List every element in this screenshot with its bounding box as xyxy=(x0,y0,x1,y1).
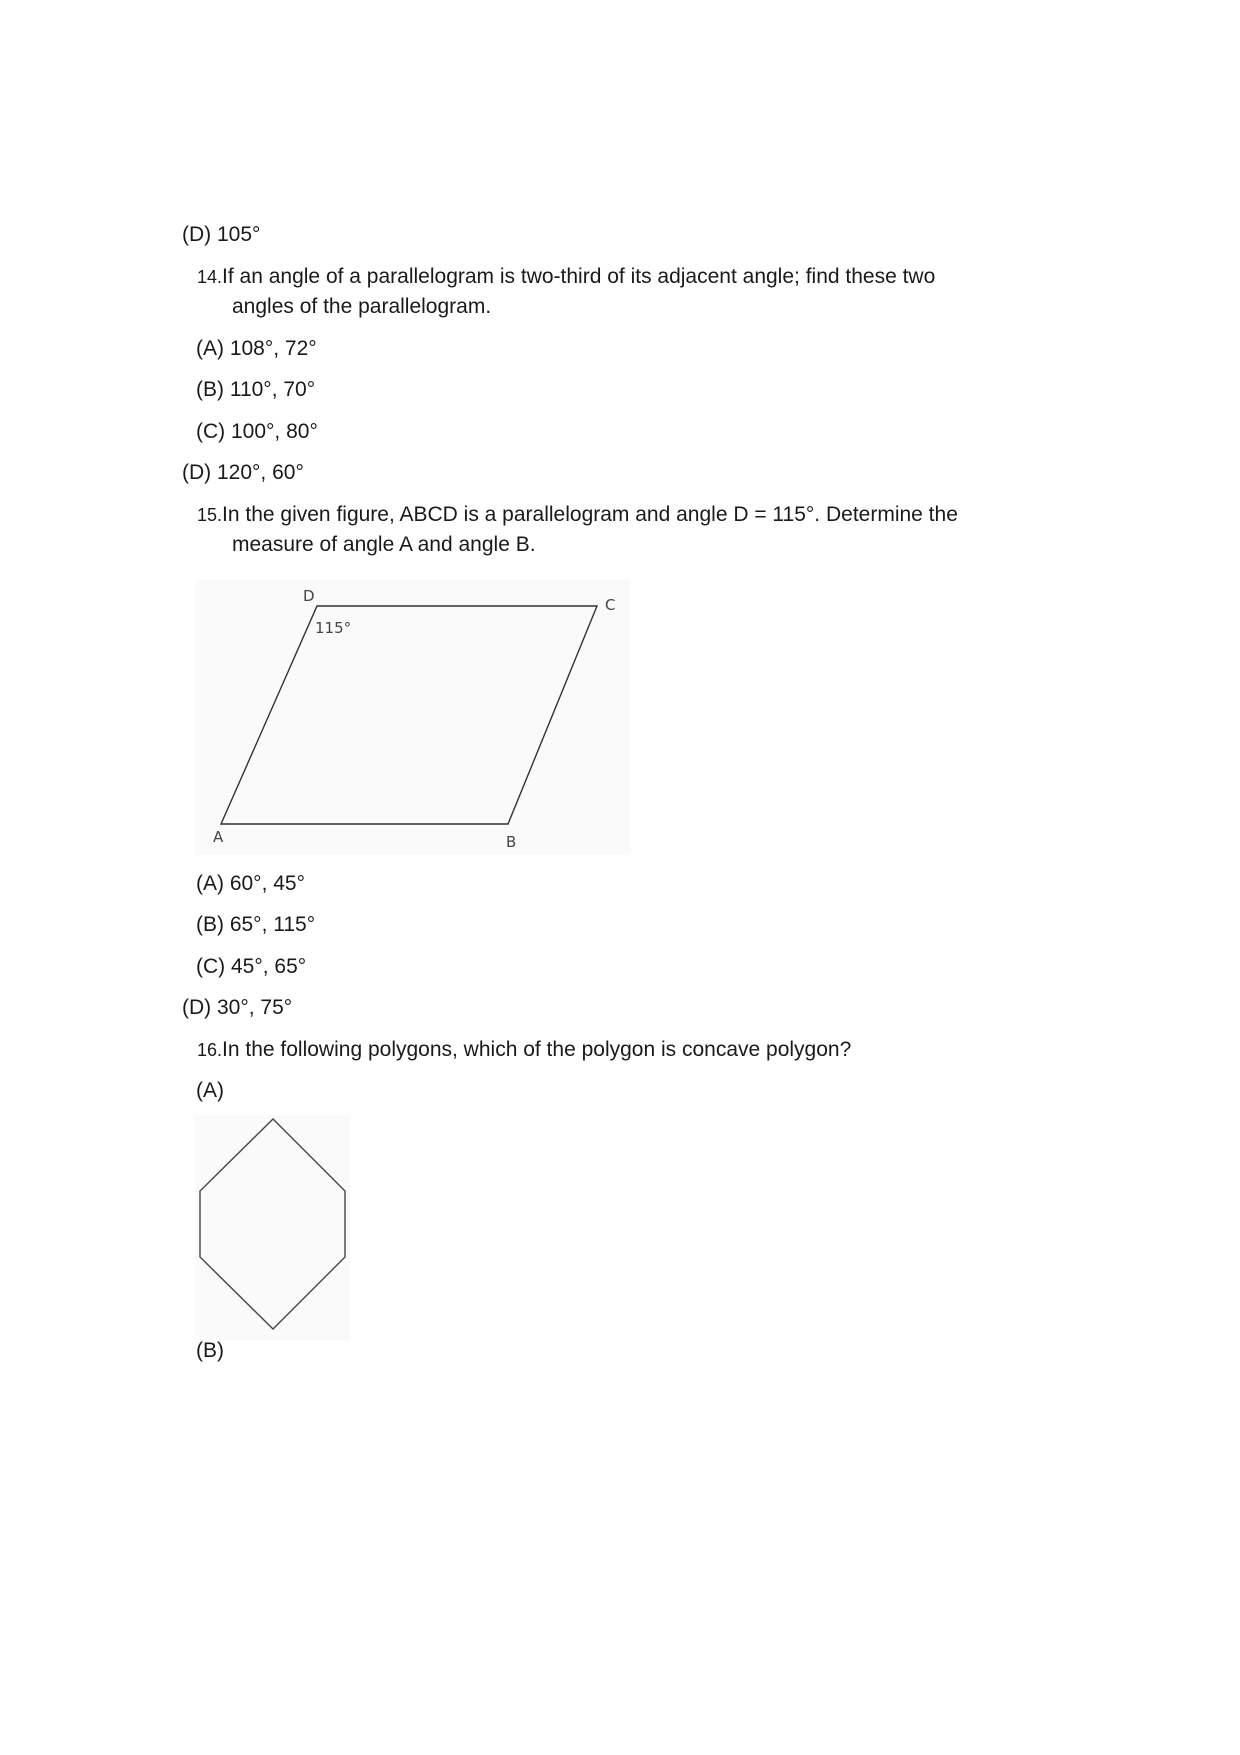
q15-option-d: (D) 30°, 75° xyxy=(182,996,293,1019)
q14-line1 xyxy=(197,264,935,290)
q14-text-line2: angles of the parallelogram. xyxy=(232,295,492,318)
hexagon-figure xyxy=(195,1115,350,1340)
q14-option-a: (A) 108°, 72° xyxy=(196,337,317,360)
q16-text: In the following polygons, which of the polygon is concave polygon? xyxy=(222,1038,852,1061)
angle-d-label: 115° xyxy=(315,619,352,637)
q15-text-line1: In the given figure, ABCD is a parallelogram and angle D = 115°. Determine the xyxy=(222,503,958,526)
figure-background xyxy=(195,1115,350,1340)
q14-number: 14. xyxy=(197,267,223,287)
vertex-label-b: B xyxy=(506,833,517,851)
vertex-label-d: D xyxy=(303,587,315,605)
vertex-label-c: C xyxy=(605,596,616,614)
q16-option-b-label: (B) xyxy=(196,1339,224,1362)
q15-text-line2: measure of angle A and angle B. xyxy=(232,533,536,556)
q15-number: 15. xyxy=(197,505,223,525)
q14-option-c: (C) 100°, 80° xyxy=(196,420,318,443)
q15-option-c: (C) 45°, 65° xyxy=(196,955,307,978)
q16-option-a-label: (A) xyxy=(196,1079,224,1102)
q14-option-b: (B) 110°, 70° xyxy=(196,378,316,401)
parallelogram-figure xyxy=(195,580,630,855)
figure-background xyxy=(195,580,630,855)
q16-number: 16. xyxy=(197,1040,223,1060)
q14-text-line1: If an angle of a parallelogram is two-third of its adjacent angle; find these two xyxy=(222,265,936,288)
q14-option-d: (D) 120°, 60° xyxy=(182,461,304,484)
q15-option-b: (B) 65°, 115° xyxy=(196,913,316,936)
prev-option-d: (D) 105° xyxy=(182,223,261,246)
vertex-label-a: A xyxy=(213,828,224,846)
q15-option-a: (A) 60°, 45° xyxy=(196,872,306,895)
q16-line1 xyxy=(197,1037,851,1063)
q15-line1 xyxy=(197,502,958,528)
